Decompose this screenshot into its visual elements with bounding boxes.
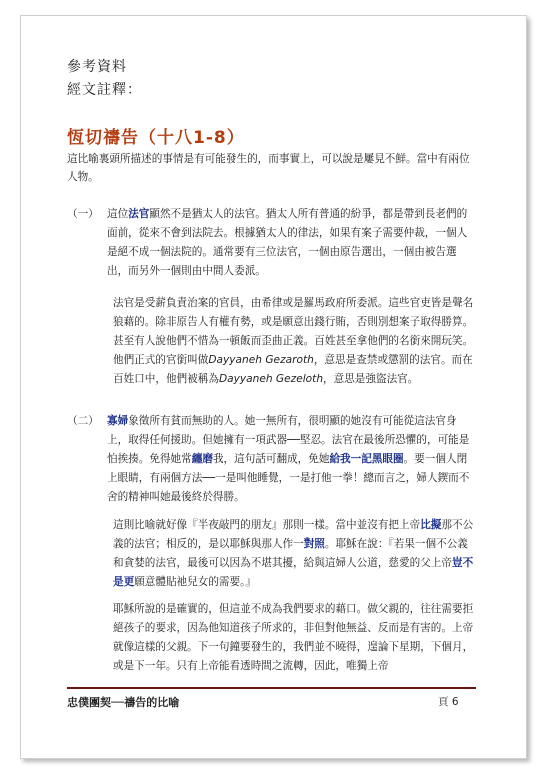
item-number: （一） <box>67 208 99 220</box>
highlight-compare: 比擬 <box>420 519 442 531</box>
paragraph-text-part: 法官是受薪負責治案的官員，由希律或是羅馬政府所委派。這些官吏皆是聲名狼藉的。除非原告人有權有勢，或是願意出錢行賄，否則別想案子取得勝算。甚至有人說他們不惜為一頓飯而歪曲正義。百姓甚至拿他們的名銜來開玩笑。他們正式的官銜叫做 <box>113 297 474 366</box>
term-gezeloth: Dayyaneh Gezeloth <box>218 373 324 385</box>
paragraph-judges-reputation <box>113 294 477 389</box>
intro-paragraph: 這比喻裏頭所描述的事情是有可能發生的，而事實上，可以說是屢見不鮮。當中有兩位人物。 <box>67 153 470 183</box>
item-text-part: 顯然不是猶太人的法官。猶太人所有普通的紛爭，都是帶到長老們的面前，從來不會到法院去。根據猶太人的律法，如果有案子需要仲裁，一個人是絕不成一個法院的。通常要有三位法官，一個由原告選出，一個由被告選出，而另外一個則由中間人委派。 <box>107 208 468 277</box>
list-item-judge <box>67 205 477 281</box>
list-item-widow <box>67 412 477 507</box>
paragraph-comparison <box>113 516 477 592</box>
paragraph-father: 耶穌所說的是確實的，但這並不成為我們要求的藉口。做父親的，往往需要拒絕孩子的要求，因為他知道孩子所求的，非但對他無益、反而是有害的。上帝就像這樣的父親。下一句鐘要發生的，我們並不曉得，遑論下星期，下個月，或是下一年。只有上帝能看透時間之流轉，因此，唯獨上帝 <box>113 603 474 672</box>
paragraph-text-part: 願意體貼祂兒女的需要。』 <box>134 576 257 588</box>
paragraph-text-part: ，意思是查禁或懲罰的法官。而在百姓口中，他們被稱為 <box>113 354 473 385</box>
item-text-part: 。要一個人閉上眼睛，有兩個方法──一是叫他睡覺，一是打他一拳！總而言之，婦人鍥而不舍的精神叫她最後終於得勝。 <box>107 453 470 503</box>
scripture-notes-heading: 經文註釋： <box>67 82 142 98</box>
highlight-how-much-more: 豈不是更 <box>113 557 474 588</box>
section-title: 恆切禱告（十八1-8） <box>67 128 245 148</box>
item-text-part: 我，這句話可翻成，免她 <box>212 453 330 465</box>
item-text <box>107 205 477 281</box>
paragraph-text-part: 。耶穌在說：『若果一個不公義和貪婪的法官，最後可以因為不堪其擾，給與這婦人公道，慈愛的父上帝 <box>113 538 468 569</box>
highlight-black-eye: 給我一記黑眼圈 <box>329 453 404 465</box>
item-text-part: 這位 <box>107 208 129 220</box>
page-number: 頁 6 <box>438 696 459 708</box>
item-text <box>107 412 477 507</box>
paragraph-text-part: 這則比喻就好像『半夜敲門的朋友』那則一樣。當中並沒有把上帝 <box>113 519 421 531</box>
item-number: （二） <box>67 415 99 427</box>
item-text-part: 象徵所有貧而無助的人。她一無所有，很明顯的她沒有可能從這法官身上，取得任何援助。但她擁有一項武器──堅忍。法官在最後所恐懼的，可能是怕挨揍。免得她常 <box>107 415 470 465</box>
highlight-judge: 法官 <box>128 208 150 220</box>
paragraph-text-part: ，意思是強盜法官。 <box>323 373 419 385</box>
highlight-contrast: 對照 <box>303 538 325 550</box>
highlight-widow: 寡婦 <box>107 415 129 427</box>
footer-title: 忠僕團契──禱告的比喻 <box>67 696 180 709</box>
references-heading: 參考資料 <box>67 59 127 75</box>
term-gezaroth: Dayyaneh Gezaroth <box>208 354 314 366</box>
paragraph-text-part: 那不公義的法官；相反的，是以耶穌與那人作一 <box>113 519 474 550</box>
footer-divider <box>67 687 476 689</box>
highlight-pester: 纏磨 <box>191 453 213 465</box>
